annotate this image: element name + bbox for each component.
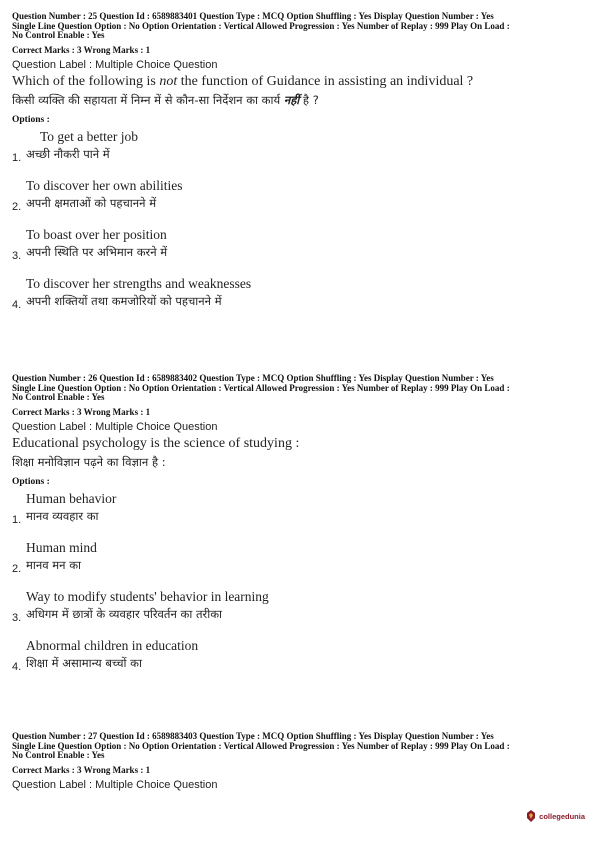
option-text-hindi: मानव व्यवहार का xyxy=(26,508,99,523)
options-label: Options : xyxy=(12,114,50,125)
option-text: Human mind xyxy=(26,539,97,555)
option-number: 4. xyxy=(12,660,22,673)
option-number: 1. xyxy=(12,513,22,526)
option-text-hindi: अच्छी नौकरी पाने में xyxy=(26,146,110,161)
option-4[interactable] xyxy=(12,638,584,671)
question-marks: Correct Marks : 3 Wrong Marks : 1 xyxy=(12,44,151,55)
option-number: 2. xyxy=(12,200,22,213)
question-text: Which of the following is not the function of Guidance in assisting an individual ? xyxy=(12,73,474,89)
option-3[interactable] xyxy=(12,589,584,622)
question-label: Question Label : Multiple Choice Question xyxy=(12,58,218,71)
collegedunia-logo xyxy=(526,810,585,822)
question-marks: Correct Marks : 3 Wrong Marks : 1 xyxy=(12,764,151,775)
options-label: Options : xyxy=(12,476,50,487)
question-meta: Question Number : 27 Question Id : 6589883403 Question Type : MCQ Option Shuffling : Yes Display Question Number : Yes Single Line Question Option : No Option Orientation : Vertical Allowed Progression : Yes Number of Replay : 999 Play On Load : No Control Enable : Yes xyxy=(12,731,510,760)
option-text-hindi: अपनी शक्तियों तथा कमजोरियों को पहचानने में xyxy=(26,293,222,308)
option-text: To boast over her position xyxy=(26,226,167,242)
option-text-hindi: अपनी स्थिति पर अभिमान करने में xyxy=(26,244,168,259)
question-25 xyxy=(12,12,584,309)
logo-text: collegedunia xyxy=(539,811,585,821)
option-number: 4. xyxy=(12,298,22,311)
question-meta: Question Number : 26 Question Id : 6589883402 Question Type : MCQ Option Shuffling : Yes Display Question Number : Yes Single Line Question Option : No Option Orientation : Vertical Allowed Progression : Yes Number of Replay : 999 Play On Load : No Control Enable : Yes xyxy=(12,373,510,402)
option-2[interactable] xyxy=(12,178,584,211)
option-number: 3. xyxy=(12,249,22,262)
option-text-hindi: अधिगम में छात्रों के व्यवहार परिवर्तन का तरीका xyxy=(26,606,223,621)
question-meta: Question Number : 25 Question Id : 6589883401 Question Type : MCQ Option Shuffling : Yes Display Question Number : Yes Single Line Question Option : No Option Orientation : Vertical Allowed Progression : Yes Number of Replay : 999 Play On Load : No Control Enable : Yes xyxy=(12,11,510,40)
option-text-hindi: मानव मन का xyxy=(26,557,82,572)
option-text-hindi: अपनी क्षमताओं को पहचानने में xyxy=(26,195,157,210)
question-text-hindi: शिक्षा मनोविज्ञान पढ़ने का विज्ञान है : xyxy=(12,454,166,469)
option-number: 1. xyxy=(12,151,22,164)
option-text-hindi: शिक्षा में असामान्य बच्चों का xyxy=(26,655,142,670)
option-3[interactable] xyxy=(12,227,584,260)
question-label: Question Label : Multiple Choice Question xyxy=(12,778,218,791)
option-number: 2. xyxy=(12,562,22,575)
question-marks: Correct Marks : 3 Wrong Marks : 1 xyxy=(12,406,151,417)
option-number: 3. xyxy=(12,611,22,624)
option-text: To discover her strengths and weaknesses xyxy=(26,275,252,291)
question-label: Question Label : Multiple Choice Question xyxy=(12,420,218,433)
option-1[interactable] xyxy=(12,129,584,162)
option-text: Abnormal children in education xyxy=(26,637,199,653)
option-1[interactable] xyxy=(12,491,584,524)
question-text: Educational psychology is the science of studying : xyxy=(12,435,300,451)
option-text: To discover her own abilities xyxy=(26,177,183,193)
option-text: Human behavior xyxy=(26,490,117,506)
question-27 xyxy=(12,732,584,791)
option-text: To get a better job xyxy=(40,128,139,144)
question-text-hindi: किसी व्यक्ति की सहायता में निम्न में से कौन-सा निर्देशन का कार्य नहीं है ? xyxy=(12,92,319,107)
option-4[interactable] xyxy=(12,276,584,309)
option-2[interactable] xyxy=(12,540,584,573)
question-26 xyxy=(12,374,584,671)
collegedunia-logo-icon xyxy=(526,810,536,822)
option-text: Way to modify students' behavior in learning xyxy=(26,588,269,604)
